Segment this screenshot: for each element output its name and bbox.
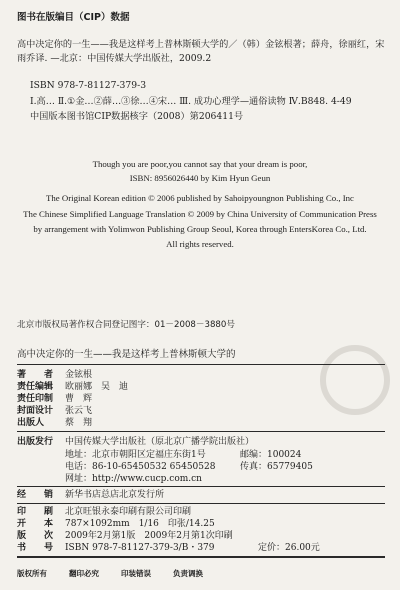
rights-notice: All rights reserved.: [166, 239, 234, 249]
cip-number: 中国版本图书馆CIP数据核字（2008）第206411号: [30, 111, 244, 122]
notice-no-piracy: 翻印必究: [69, 569, 99, 578]
divider: [17, 556, 385, 558]
copyright-registration: 北京市版权局著作权合同登记图字：01－2008－3880号: [17, 320, 235, 330]
publisher-postcode: 邮编：100024: [240, 450, 302, 460]
publisher-person-value: 蔡 翔: [65, 418, 93, 428]
printer-label: 印 刷: [17, 507, 54, 517]
divider: [17, 486, 385, 487]
cip-description: 高中决定你的一生——我是这样考上普林斯顿大学的／（韩）金铉根著；薛舟，徐丽红，宋雨乔译. —北京：中国传媒大学出版社，2009.2: [17, 39, 385, 64]
distribution-value: 新华书店总店北京发行所: [65, 490, 165, 500]
book-title: 高中决定你的一生——我是这样考上普林斯顿大学的: [17, 349, 236, 360]
publisher-fax: 传真：65779405: [240, 462, 313, 472]
book-number-label: 书 号: [17, 543, 54, 553]
edition-label: 版 次: [17, 531, 54, 541]
divider: [17, 503, 385, 504]
original-edition-notice: The Original Korean edition © 2006 published by Sahoipyoungnon Publishing Co., Inc: [46, 193, 354, 203]
book-number-value: ISBN 978-7-81127-379-3/B・379: [65, 543, 215, 553]
cover-design-label: 封面设计: [17, 406, 54, 416]
arrangement-notice: by arrangement with Yolimwon Publishing Group Seoul, Korea through EntersKorea Co., Ltd.: [33, 224, 367, 234]
notice-copyright: 版权所有: [17, 569, 47, 578]
publisher-label: 出版发行: [17, 437, 54, 447]
printer-value: 北京旺银永泰印刷有限公司印刷: [65, 507, 192, 517]
print-manager-value: 曹 辉: [65, 394, 93, 404]
notice-exchange: 负责调换: [173, 569, 203, 578]
notice-printing-error: 印装错误: [121, 569, 151, 578]
price: 定价：26.00元: [258, 543, 320, 553]
cip-isbn: ISBN 978-7-81127-379-3: [30, 80, 147, 91]
translation-notice: The Chinese Simplified Language Translation © 2009 by China University of Communication Press: [23, 209, 377, 219]
author-value: 金铉根: [65, 370, 93, 380]
edition-value: 2009年2月第1版 2009年2月第1次印刷: [65, 531, 233, 541]
show-through-circle: [320, 345, 390, 415]
author-label: 著 者: [17, 370, 54, 380]
publisher-address: 地址：北京市朝阳区定福庄东街1号: [65, 450, 206, 460]
divider: [17, 364, 385, 365]
distribution-label: 经 销: [17, 490, 54, 500]
publisher-person-label: 出版人: [17, 418, 45, 428]
publisher-website: 网址：http://www.cucp.com.cn: [65, 474, 202, 484]
editor-label: 责任编辑: [17, 382, 54, 392]
cip-classification: Ⅰ.高… Ⅱ.①金…②薛…③徐…④宋… Ⅲ. 成功心理学—通俗读物 Ⅳ.B848. 4-49: [30, 96, 352, 107]
english-quote: Though you are poor,you cannot say that your dream is poor,: [92, 159, 308, 169]
cip-heading: 图书在版编目（CIP）数据: [17, 12, 130, 23]
format-label: 开 本: [17, 519, 54, 529]
cover-design-value: 张云飞: [65, 406, 93, 416]
format-value: 787×1092mm 1/16 印张/14.25: [65, 519, 215, 529]
editor-value: 欧丽娜 吴 迪: [65, 382, 129, 392]
publisher-phone: 电话：86-10-65450532 65450528: [65, 462, 216, 472]
publisher-name: 中国传媒大学出版社（原北京广播学院出版社）: [65, 437, 255, 447]
print-manager-label: 责任印制: [17, 394, 54, 404]
divider: [17, 431, 385, 432]
english-isbn: ISBN: 8956026440 by Kim Hyun Geun: [129, 173, 271, 183]
